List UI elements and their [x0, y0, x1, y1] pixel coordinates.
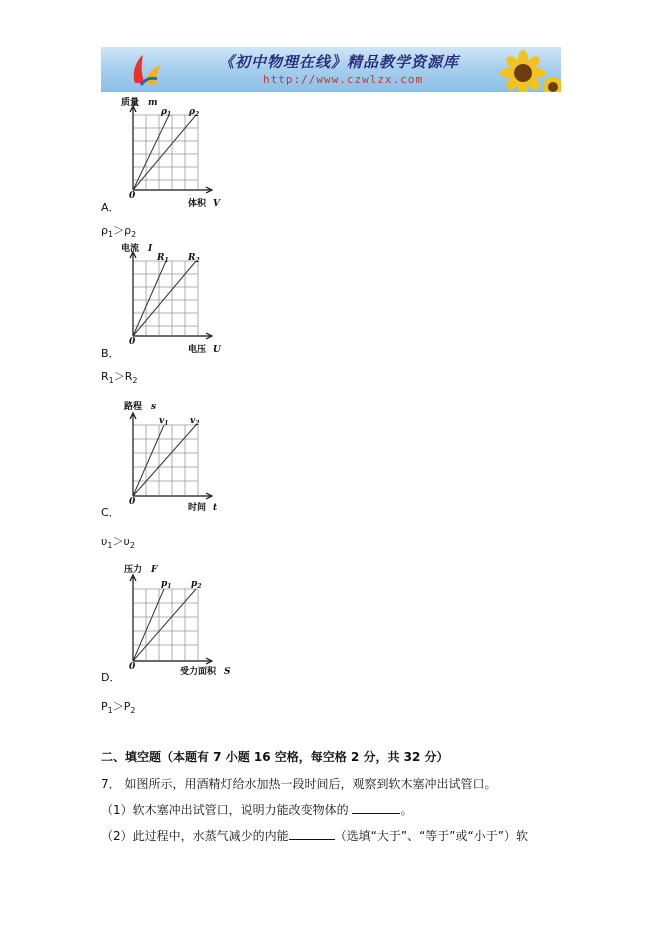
line-1 — [133, 115, 169, 190]
question-7-part-2: （2）此过程中，水蒸气减少的内能 （选填“大于”、“等于”或“小于”）软 — [101, 829, 528, 843]
line-2 — [133, 425, 196, 496]
option-b[interactable]: B． — [101, 347, 120, 360]
x-axis-label: 受力面积 — [180, 667, 217, 677]
sunflower-icon — [483, 47, 561, 92]
section-heading: 二、填空题（本题有 7 小题 16 空格，每空格 2 分，共 32 分） — [101, 750, 449, 764]
relation-b: $R_1>R_2$ — [101, 370, 138, 386]
origin-label: 0 — [129, 191, 136, 201]
svg-text:p2: $p_2$ — [191, 579, 202, 590]
line-1-label: R — [157, 253, 165, 263]
y-axis-label: 压力 — [124, 565, 143, 575]
svg-text:v1: $v_1$ — [159, 416, 169, 427]
banner-url: http://www.czwlzx.com — [263, 73, 424, 86]
x-axis-symbol: V — [213, 199, 220, 209]
svg-text:ρ2: $\rho_2$ — [189, 107, 200, 118]
x-axis-label: 体积 — [188, 199, 207, 209]
y-axis-symbol: F — [151, 565, 158, 575]
line-2-label: ρ — [189, 107, 195, 117]
graph-d — [100, 560, 240, 678]
line-1-label: p — [161, 579, 168, 589]
line-2-label: v — [190, 416, 196, 426]
line-2 — [133, 115, 196, 190]
x-axis-label: 电压 — [188, 345, 207, 355]
svg-text:R2: $R_2$ — [188, 253, 200, 264]
y-axis-symbol: s — [151, 402, 157, 412]
x-axis-symbol: U — [213, 345, 221, 355]
x-axis-symbol: t — [213, 503, 218, 513]
answer-blank-2[interactable] — [289, 827, 335, 840]
relation-d: $P_1>P_2$ — [101, 700, 136, 716]
logo-icon — [127, 53, 167, 87]
line-2-label: R — [188, 253, 196, 263]
line-2 — [133, 589, 196, 661]
svg-text:v2: $v_2$ — [190, 416, 200, 427]
svg-text:p1: $p_1$ — [161, 579, 172, 590]
y-axis-label: 电流 — [121, 244, 140, 254]
header-banner — [101, 47, 561, 92]
line-2 — [133, 261, 196, 336]
answer-blank-1[interactable] — [352, 801, 400, 814]
line-2-label: p — [191, 579, 198, 589]
line-1-label: v — [159, 416, 165, 426]
relation-a: $\rho_1>\rho_2$ — [101, 224, 137, 240]
question-7-part-1: （1）软木塞冲出试管口，说明力能改变物体的 。 — [101, 803, 413, 817]
y-axis-label: 质量 — [121, 98, 140, 108]
y-axis-label: 路程 — [124, 402, 143, 412]
option-a[interactable]: A． — [101, 201, 120, 214]
option-d[interactable]: D． — [101, 671, 121, 684]
question-7-stem: 7． 如图所示，用酒精灯给水加热一段时间后，观察到软木塞冲出试管口。 — [101, 777, 497, 791]
origin-label: 0 — [129, 662, 136, 672]
line-1 — [133, 261, 166, 336]
graph-c — [100, 398, 240, 512]
y-axis-symbol: I — [148, 244, 153, 254]
x-axis-label: 时间 — [188, 503, 207, 513]
graph-b — [100, 240, 240, 355]
svg-text:ρ1: $\rho_1$ — [161, 107, 172, 118]
x-axis-symbol: S — [224, 667, 231, 677]
option-c[interactable]: C． — [101, 506, 120, 519]
origin-label: 0 — [129, 497, 136, 507]
origin-label: 0 — [129, 337, 136, 347]
y-axis-symbol: m — [148, 98, 158, 108]
graph-a — [100, 94, 240, 209]
banner-title: 《初中物理在线》精品教学资源库 — [219, 53, 460, 71]
svg-text:R1: $R_1$ — [157, 253, 169, 264]
relation-c: $\upsilon_1>\upsilon_2$ — [101, 535, 135, 551]
line-1-label: ρ — [161, 107, 167, 117]
